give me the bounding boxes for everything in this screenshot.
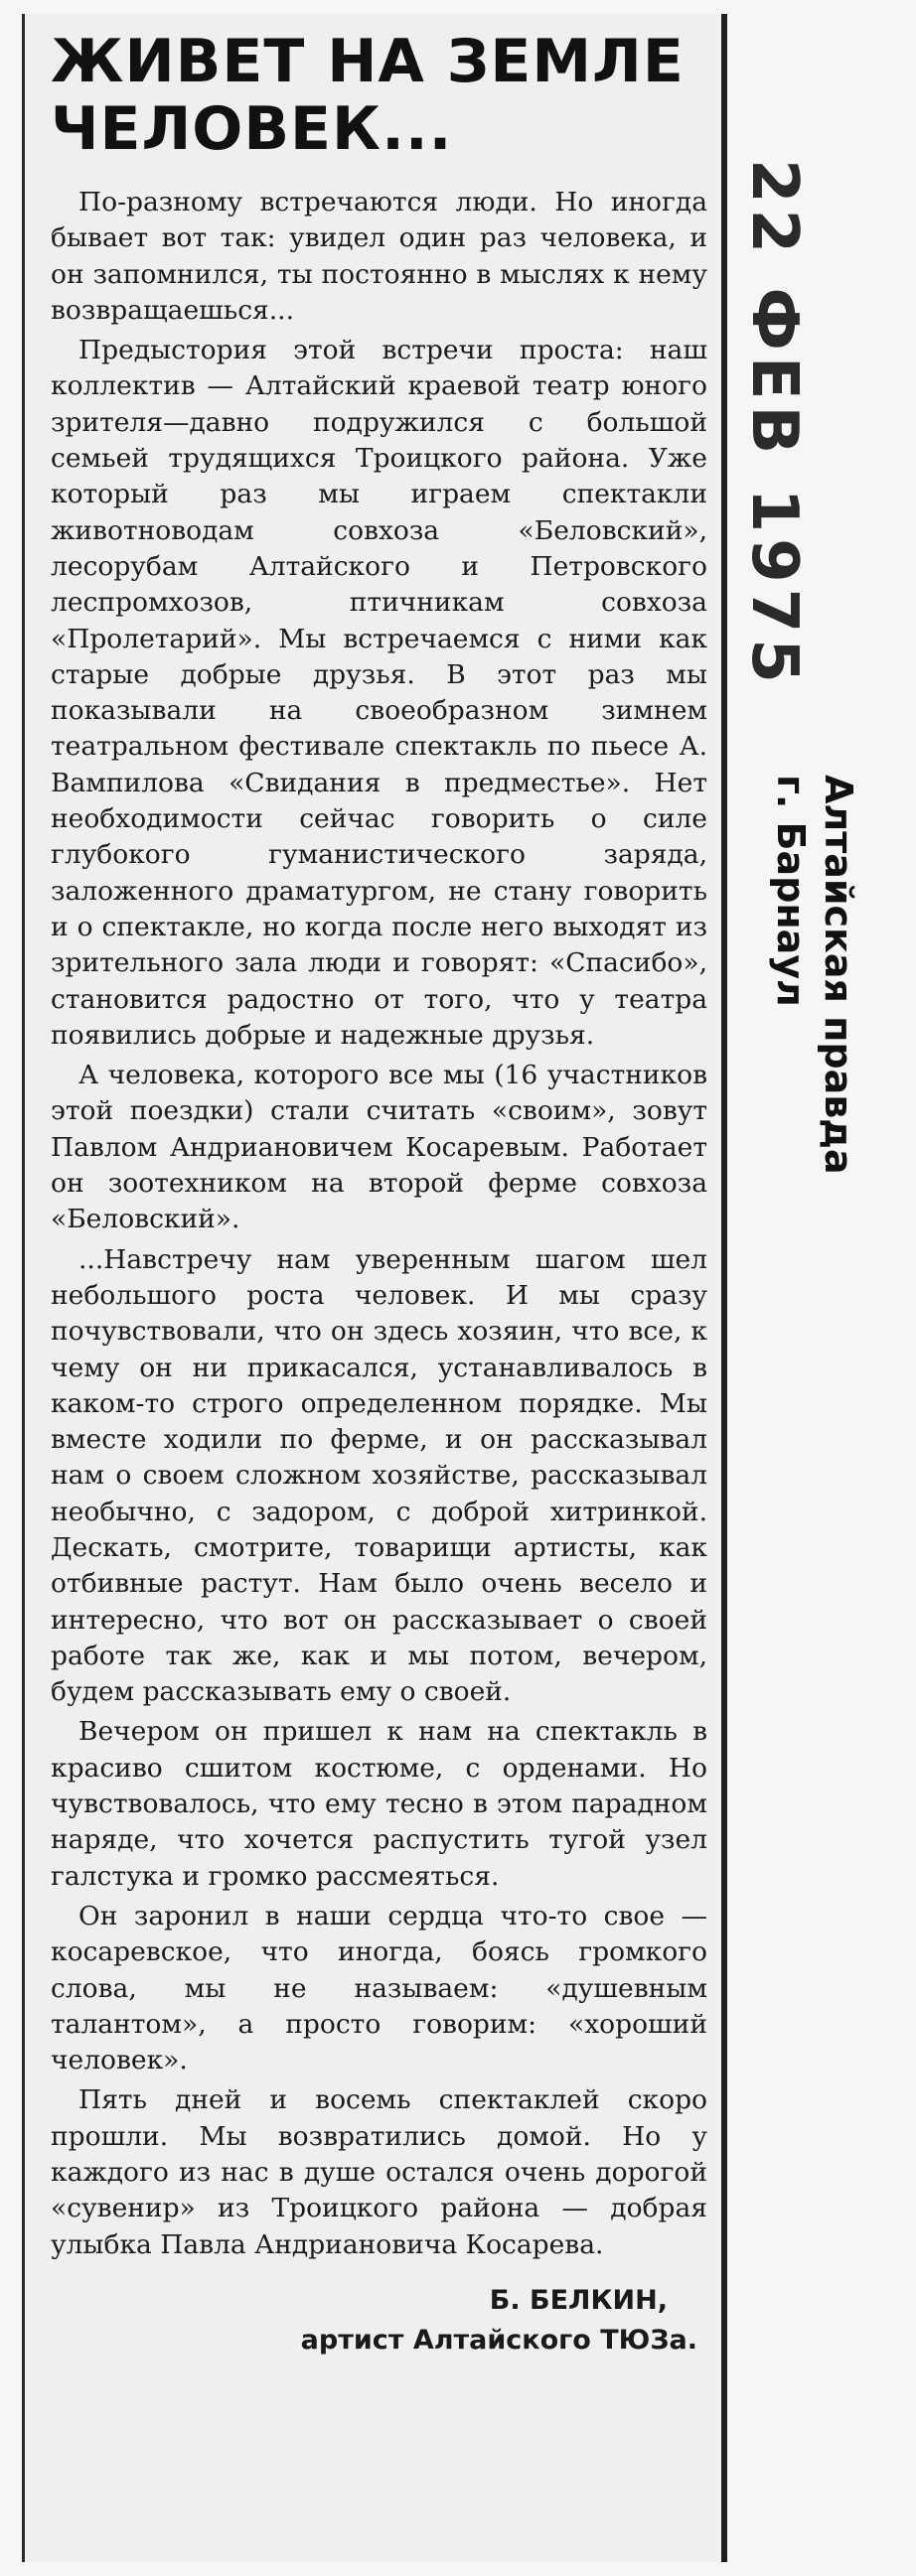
author-name: Б. БЕЛКИН, bbox=[489, 2284, 668, 2316]
paragraph-7: Пять дней и восемь спектаклей скоро прошли. Мы возвратились домой. Но у каждого из нас в душе остался очень дорогой «сувенир» из Троицкого района — добрая улыбка Павла Андриановича Косарева. bbox=[51, 2084, 707, 2260]
author-signature bbox=[51, 2281, 707, 2361]
newspaper-article bbox=[22, 14, 727, 2562]
headline-line-2: ЧЕЛОВЕК... bbox=[51, 94, 453, 164]
source-stamp bbox=[767, 775, 862, 1175]
date-stamp: 22 ФЕВ 1975 bbox=[737, 159, 811, 689]
author-role: артист Алтайского ТЮЗа. bbox=[300, 2324, 697, 2356]
paragraph-3: А человека, которого все мы (16 участников этой поездки) стали считать «своим», зовут Павлом Андриановичем Косаревым. Работает он зоотехником на второй ферме совхоза «Беловский». bbox=[51, 1060, 707, 1235]
headline-line-1: ЖИВЕТ НА ЗЕМЛЕ bbox=[51, 27, 685, 96]
article-headline bbox=[51, 28, 707, 163]
article-body bbox=[51, 185, 707, 2263]
source-stamp-line-2: г. Барнаул bbox=[769, 775, 813, 1007]
source-stamp-line-1: Алтайская правда bbox=[817, 775, 860, 1175]
paragraph-4: ...Навстречу нам уверенным шагом шел небольшого роста человек. И мы сразу почувствовали, что он здесь хозяин, что все, к чему он ни прикасался, устанавливалось в каком-то строго определенном порядке. Мы вместе ходили по ферме, и он рассказывал нам о своем сложном хозяйстве, рассказывал необычно, с задором, с доброй хитринкой. Дескать, смотрите, товарищи артисты, как отбивные растут. Нам было очень весело и интересно, что вот он рассказывает о своей работе так же, как и мы потом, вечером, будем рассказывать ему о своей. bbox=[51, 1243, 707, 1708]
paragraph-1: По-разному встречаются люди. Но иногда бывает вот так: увидел один раз человека, и он запомнился, ты постоянно в мыслях к нему возвращаешься... bbox=[51, 187, 707, 326]
paragraph-5: Вечером он пришел к нам на спектакль в красиво сшитом костюме, с орденами. Но чувствовалось, что ему тесно в этом парадном наряде, что хочется распустить тугой узел галстука и громко рассмеяться. bbox=[51, 1716, 707, 1892]
paragraph-2: Предыстория этой встречи проста: наш коллектив — Алтайский краевой театр юного зрителя—давно подружился с большой семьей трудящихся Троицкого района. Уже который раз мы играем спектакли животноводам совхоза «Беловский», лесорубам Алтайского и Петровского леспромхозов, птичникам совхоза «Пролетарий». Мы встречаемся с ними как старые добрые друзья. В этот раз мы показывали на своеобразном зимнем театральном фестивале спектакль по пьесе А. Вампилова «Свидания в предместье». Нет необходимости сейчас говорить о силе глубокого гуманистического заряда, заложенного драматургом, не стану говорить и о спектакле, но когда после него выходят из зрительного зала люди и говорят: «Спасибо», становится радостно от того, что у театра появились добрые и надежные друзья. bbox=[51, 335, 707, 1051]
paragraph-6: Он заронил в наши сердца что-то свое — косаревское, что иногда, боясь громкого слова, мы не называем: «душевным талантом», а просто говорим: «хороший человек». bbox=[51, 1900, 707, 2076]
